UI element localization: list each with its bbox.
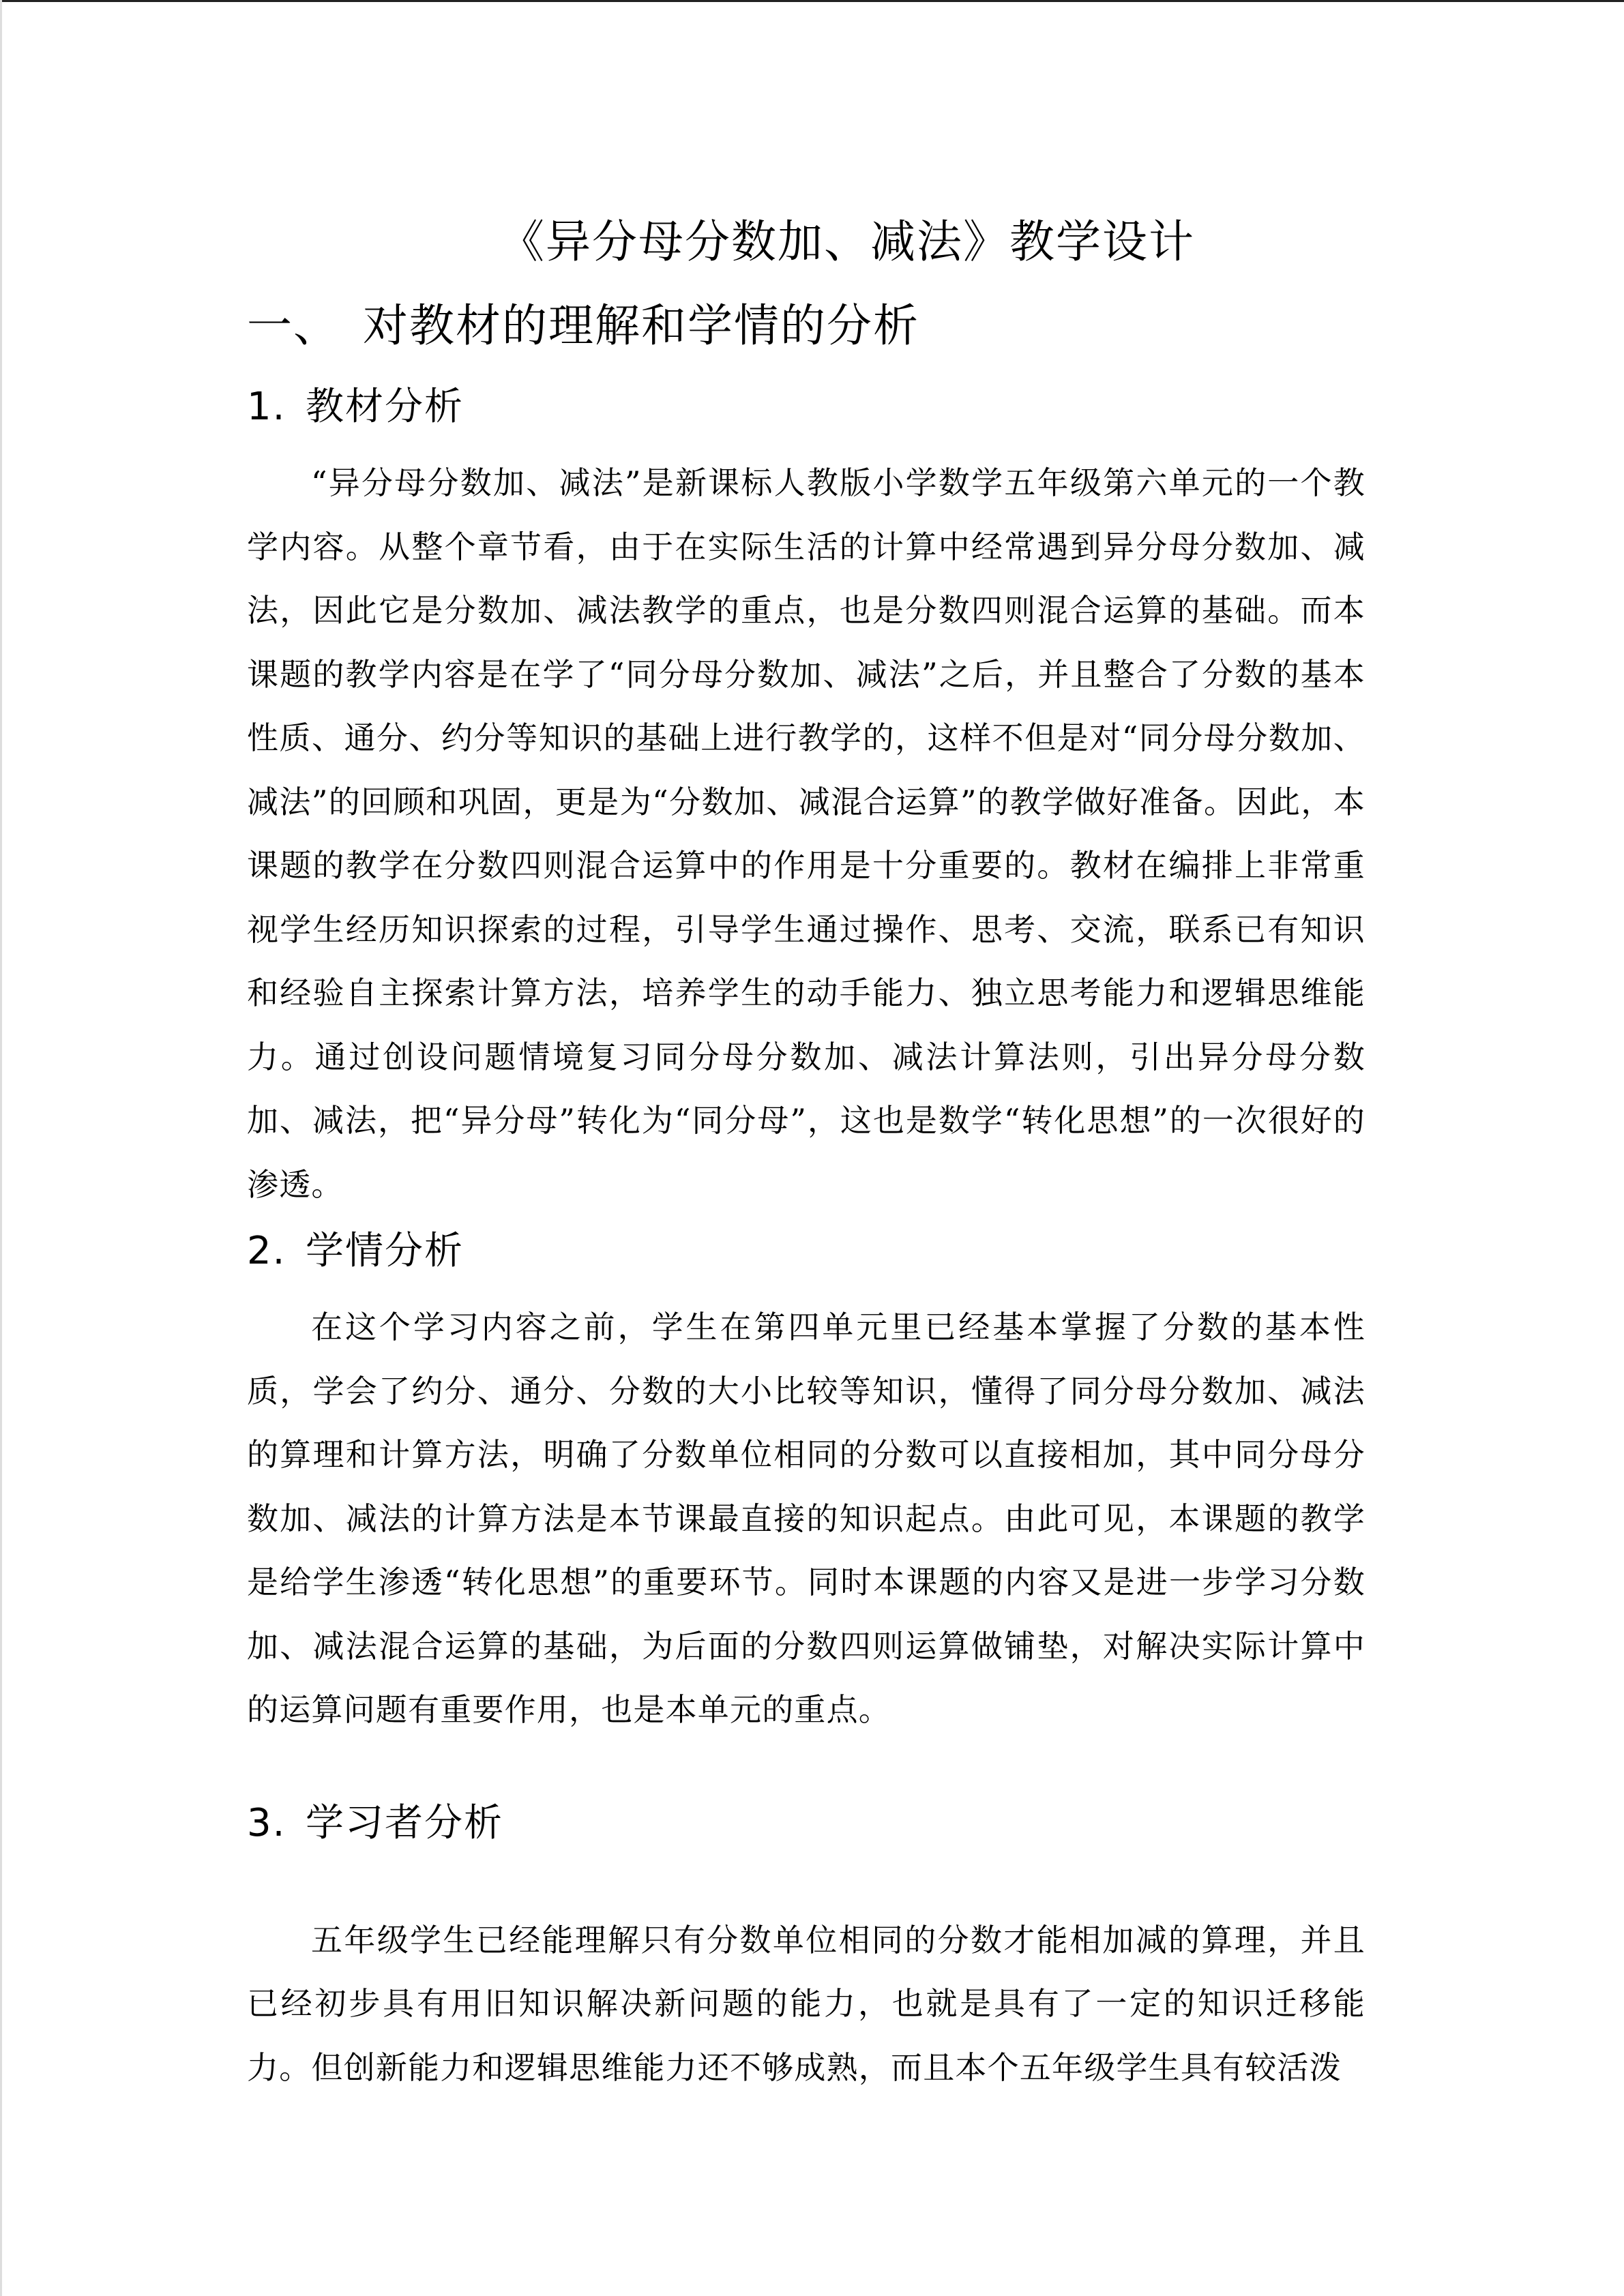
page-top-border [0,0,1624,2]
subsection-heading-text: 学习者分析 [306,1800,503,1845]
subsection-heading-learning-situation [247,1221,1365,1282]
subsection-heading-learner-analysis [247,1793,1365,1854]
subsection-number: 1. [247,385,286,429]
subsection-heading-text: 学情分析 [306,1229,464,1273]
page-left-border [0,0,2,2296]
spacer [247,1742,1365,1789]
subsection-heading-text: 教材分析 [306,385,464,429]
section-number: 一、 [247,299,340,352]
section-heading-1 [247,292,1365,360]
subsection-number: 2. [247,1229,286,1273]
document-title: 《异分母分数加、减法》教学设计 [499,215,1195,268]
document-page [247,205,1365,2100]
paragraph-learner-analysis: 五年级学生已经能理解只有分数单位相同的分数才能相加减的算理，并且已经初步具有用旧知识解决新问题的能力，也就是具有了一定的知识迁移能力。但创新能力和逻辑思维能力还不够成熟，而且本个五年级学生具有较活泼 [247,1921,1365,2086]
paragraph-textbook-analysis: “异分母分数加、减法”是新课标人教版小学数学五年级第六单元的一个教学内容。从整个章节看，由于在实际生活的计算中经常遇到异分母分数加、减法，因此它是分数加、减法教学的重点，也是分数四则混合运算的基础。而本课题的教学内容是在学了“同分母分数加、减法”之后，并且整合了分数的基本性质、通分、约分等知识的基础上进行教学的，这样不但是对“同分母分数加、减法”的回顾和巩固，更是为“分数加、减混合运算”的教学做好准备。因此，本课题的教学在分数四则混合运算中的作用是十分重要的。教材在编排上非常重视学生经历知识探索的过程，引导学生通过操作、思考、交流，联系已有知识和经验自主探索计算方法，培养学生的动手能力、独立思考能力和逻辑思维能力。通过创设问题情境复习同分母分数加、减法计算法则，引出异分母分数加、减法，把“异分母”转化为“同分母”，这也是数学“转化思想”的一次很好的渗透。 [247,464,1365,1203]
spacer [247,1868,1365,1909]
section-heading-text: 对教材的理解和学情的分析 [363,299,919,352]
subsection-heading-textbook-analysis [247,376,1365,438]
paragraph-learning-situation: 在这个学习内容之前，学生在第四单元里已经基本掌握了分数的基本性质，学会了约分、通分、分数的大小比较等知识，懂得了同分母分数加、减法的算理和计算方法，明确了分数单位相同的分数可以直接相加，其中同分母分数加、减法的计算方法是本节课最直接的知识起点。由此可见，本课题的教学是给学生渗透“转化思想”的重要环节。同时本课题的内容又是进一步学习分数加、减法混合运算的基础，为后面的分数四则运算做铺垫，对解决实际计算中的运算问题有重要作用，也是本单元的重点。 [247,1309,1365,1728]
subsection-number: 3. [247,1800,286,1845]
